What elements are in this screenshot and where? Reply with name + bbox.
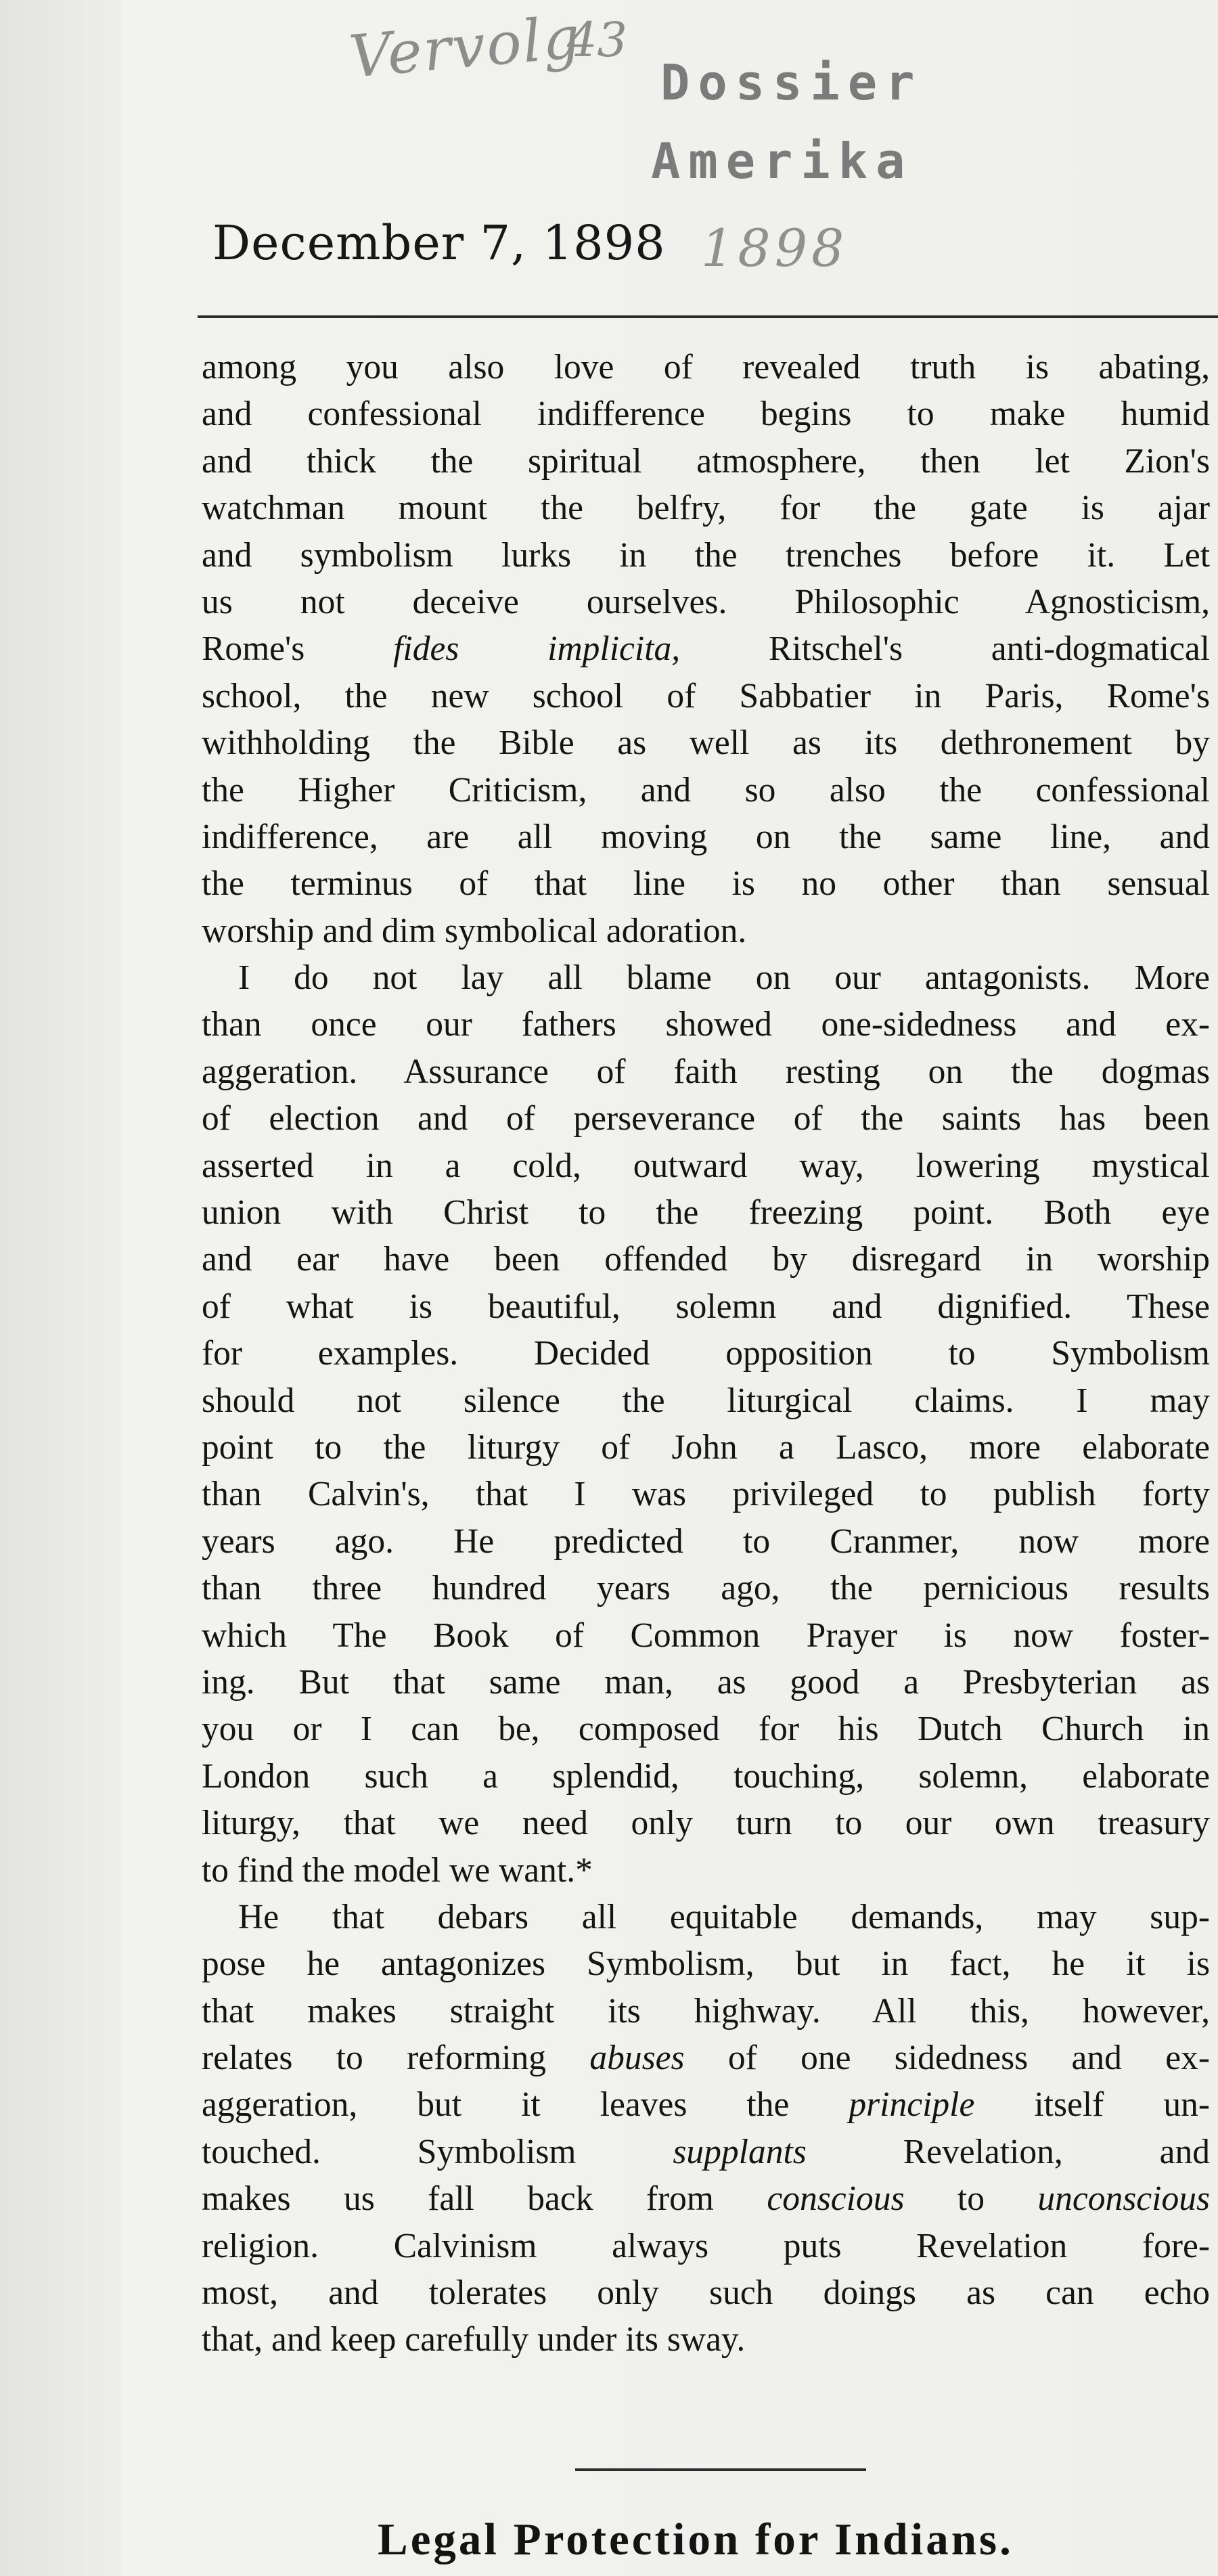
text-line: for examples. Decided opposition to Symbolism xyxy=(202,1334,1210,1373)
text-line: you or I can be, composed for his Dutch Church in xyxy=(202,1710,1210,1749)
text-line: union with Christ to the freezing point. Both eye xyxy=(202,1193,1210,1233)
text-segment: relates to reforming xyxy=(202,2039,590,2078)
article-body xyxy=(202,344,1210,2363)
text-line: the terminus of that line is no other than sensual xyxy=(202,864,1210,904)
paragraph xyxy=(202,1894,1210,2363)
text-line: and thick the spiritual atmosphere, then let Zion's xyxy=(202,441,1210,481)
handwritten-volume-note: Vervolg xyxy=(346,3,584,91)
handwritten-number-note: 43 xyxy=(567,12,628,68)
header-rule xyxy=(198,315,1218,318)
text-line: and symbolism lurks in the trenches before it. Let xyxy=(202,535,1210,575)
text-line: that, and keep carefully under its sway. xyxy=(202,2320,746,2359)
italic-phrase: abuses xyxy=(589,2039,685,2078)
text-line: school, the new school of Sabbatier in Paris, Rome's xyxy=(202,676,1210,715)
italic-phrase: supplants xyxy=(673,2132,807,2171)
text-line: that makes straight its highway. All this, however, xyxy=(202,1991,1210,2030)
text-line: I do not lay all blame on our antagonists. More xyxy=(238,958,1210,998)
text-line: most, and tolerates only such doings as can echo xyxy=(202,2273,1210,2313)
text-line xyxy=(202,2035,1210,2081)
text-segment: makes us fall back from xyxy=(202,2179,767,2219)
archive-stamp-line-2: Amerika xyxy=(651,133,914,190)
text-segment: of one sidedness and ex- xyxy=(684,2039,1210,2078)
text-line: which The Book of Common Prayer is now foster- xyxy=(202,1616,1210,1655)
handwritten-year-note: 1898 xyxy=(701,218,849,278)
page-date: December 7, 1898 xyxy=(212,215,666,271)
text-line: than once our fathers showed one-sidedness and ex- xyxy=(202,1005,1210,1044)
text-segment: touched. Symbolism xyxy=(202,2132,673,2171)
text-line xyxy=(202,2081,1210,2128)
paragraph xyxy=(202,344,1210,954)
text-line: years ago. He predicted to Cranmer, now more xyxy=(202,1522,1210,1561)
text-line: should not silence the liturgical claims. I may xyxy=(202,1381,1210,1420)
text-line: us not deceive ourselves. Philosophic Agnosticism, xyxy=(202,582,1210,621)
text-line: than three hundred years ago, the pernicious results xyxy=(202,1569,1210,1608)
text-line: the Higher Criticism, and so also the confessional xyxy=(202,770,1210,809)
section-divider xyxy=(575,2468,866,2471)
text-line: and confessional indifference begins to make humid xyxy=(202,395,1210,434)
text-line: of what is beautiful, solemn and dignified. These xyxy=(202,1287,1210,1326)
text-segment: itself un- xyxy=(974,2085,1210,2125)
italic-phrase: fides implicita, xyxy=(393,629,681,669)
paragraph xyxy=(202,954,1210,1894)
page-margin-shade xyxy=(0,0,122,2576)
text-line: watchman mount the belfry, for the gate is ajar xyxy=(202,489,1210,528)
text-line: indifference, are all moving on the same line, and xyxy=(202,817,1210,856)
italic-phrase: principle xyxy=(849,2085,975,2125)
text-segment: Ritschel's anti-dogmatical xyxy=(680,629,1210,669)
next-article-heading: Legal Protection for Indians. xyxy=(378,2514,1014,2564)
text-line: and ear have been offended by disregard in worship xyxy=(202,1240,1210,1279)
text-segment: Revelation, and xyxy=(806,2132,1210,2171)
text-segment: to xyxy=(904,2179,1038,2219)
archive-stamp-line-1: Dossier xyxy=(660,54,923,111)
text-line: aggeration. Assurance of faith resting on the dogmas xyxy=(202,1052,1210,1091)
text-segment: aggeration, but it leaves the xyxy=(202,2085,849,2125)
text-line: ing. But that same man, as good a Presbyterian as xyxy=(202,1662,1210,1702)
text-line: He that debars all equitable demands, may sup- xyxy=(238,1897,1210,1936)
text-line: among you also love of revealed truth is abating, xyxy=(202,348,1210,386)
text-line: asserted in a cold, outward way, lowering mystical xyxy=(202,1146,1210,1185)
text-line: to find the model we want.* xyxy=(202,1850,593,1890)
text-line: religion. Calvinism always puts Revelation fore- xyxy=(202,2226,1210,2265)
text-line xyxy=(202,625,1210,672)
text-line: of election and of perseverance of the saints has been xyxy=(202,1099,1210,1138)
text-line xyxy=(202,2175,1210,2222)
text-line: worship and dim symbolical adoration. xyxy=(202,911,747,950)
italic-phrase: unconscious xyxy=(1037,2179,1210,2219)
text-line: pose he antagonizes Symbolism, but in fact, he it is xyxy=(202,1945,1210,1984)
text-line: point to the liturgy of John a Lasco, more elaborate xyxy=(202,1427,1210,1467)
text-line: London such a splendid, touching, solemn, elaborate xyxy=(202,1756,1210,1796)
text-line: withholding the Bible as well as its dethronement by xyxy=(202,724,1210,763)
text-segment: Rome's xyxy=(202,629,394,669)
text-line: than Calvin's, that I was privileged to publish forty xyxy=(202,1475,1210,1514)
text-line: liturgy, that we need only turn to our own treasury xyxy=(202,1804,1210,1843)
italic-phrase: conscious xyxy=(767,2179,905,2219)
text-line xyxy=(202,2129,1210,2175)
